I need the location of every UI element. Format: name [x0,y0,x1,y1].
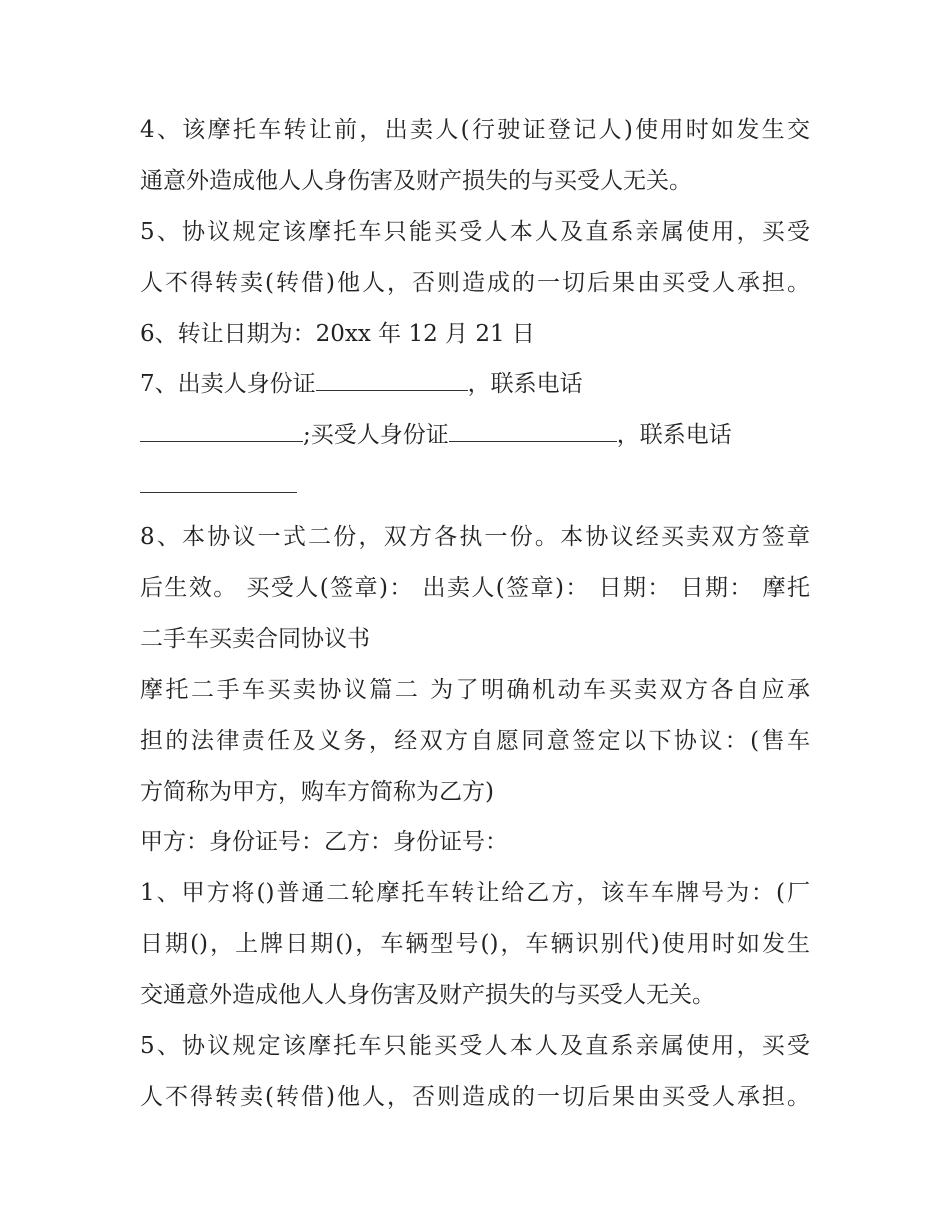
paragraph-line: 通意外造成他人人身伤害及财产损失的与买受人无关。 [140,167,692,194]
paragraph-line: 摩托二手车买卖协议篇二 为了明确机动车买卖双方各自应承 [140,676,810,703]
paragraph-line: 1、甲方将()普通二轮摩托车转让给乙方，该车车牌号为：(厂 [140,880,810,907]
paragraph-line: 交通意外造成他人人身伤害及财产损失的与买受人无关。 [140,982,715,1009]
seller-id-label: 7、出卖人身份证 [140,371,316,398]
seller-id-line [140,359,810,410]
buyer-id-blank [449,440,617,442]
buyer-phone-label: ，联系电话 [616,422,732,449]
buyer-id-line [140,410,810,461]
seller-phone-blank [140,440,303,442]
paragraph-line: 4、该摩托车转让前，出卖人(行驶证登记人)使用时如发生交 [140,117,810,143]
paragraph-line: 6、转让日期为：20xx 年 12 月 21 日 [140,320,535,347]
seller-id-blank [316,389,468,391]
paragraph-line: 5、协议规定该摩托车只能买受人本人及直系亲属使用，买受 [140,1033,810,1060]
paragraph-line: 8、本协议一式二份，双方各执一份。本协议经买卖双方签章 [140,524,810,551]
paragraph-line: 人不得转卖(转借)他人，否则造成的一切后果由买受人承担。 [140,269,810,296]
buyer-id-label: ;买受人身份证 [303,422,449,449]
paragraph-line: 二手车买卖合同协议书 [140,625,370,652]
buyer-phone-blank [140,491,297,493]
paragraph-line: 后生效。 买受人(签章)： 出卖人(签章)： 日期： 日期： 摩托 [140,575,810,602]
buyer-phone-line [140,461,810,512]
paragraph-line: 担的法律责任及义务，经双方自愿同意签定以下协议：(售车 [140,727,810,754]
document-body [140,105,810,1123]
paragraph-line: 日期()，上牌日期()，车辆型号()，车辆识别代)使用时如发生 [140,931,810,958]
paragraph-line: 人不得转卖(转借)他人，否则造成的一切后果由买受人承担。 [140,1083,810,1110]
paragraph-line: 甲方：身份证号：乙方：身份证号： [140,829,508,856]
paragraph-line: 5、协议规定该摩托车只能买受人本人及直系亲属使用，买受 [140,218,810,245]
seller-phone-label: ，联系电话 [467,371,583,398]
paragraph-line: 方简称为甲方，购车方简称为乙方) [140,778,494,805]
